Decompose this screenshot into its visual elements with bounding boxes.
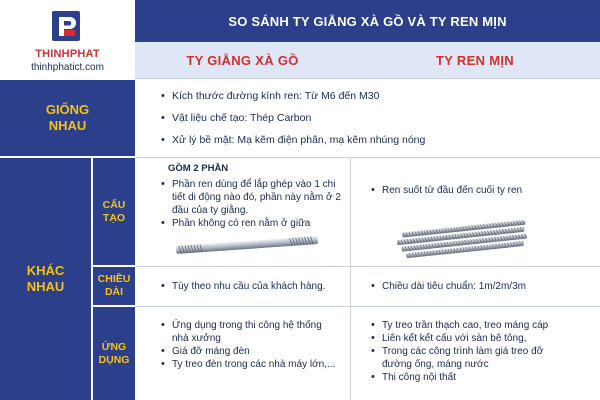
side-label-structure: [93, 158, 135, 265]
application-left-list: [160, 319, 340, 371]
list-item: • Ty treo trần thạch cao, treo máng cáp: [370, 319, 560, 332]
length-left-list: [160, 280, 345, 293]
length-right-list: [370, 280, 595, 293]
side-label-length-line1: CHIỀU: [97, 273, 131, 285]
side-label-application: [93, 307, 135, 400]
list-item: • Phần không có ren nằm ở giữa: [160, 217, 345, 230]
same-list: [160, 90, 590, 156]
list-item: • Chiều dài tiêu chuẩn: 1m/2m/3m: [370, 280, 595, 293]
brand-name: THINHPHAT: [35, 48, 100, 60]
list-item: • Kích thước đường kính ren: Từ M6 đến M30: [160, 90, 590, 103]
thinhphat-logo-icon: [48, 8, 84, 44]
side-label-diff-line1: KHÁC: [26, 263, 65, 278]
ty-giang-rod-image: [172, 233, 322, 257]
list-item: • Liên kết kết cấu với sàn bê tông,: [370, 332, 560, 345]
side-label-application-line1: ỨNG: [101, 340, 127, 353]
list-item: • Ty treo đèn trong các nhà máy lớn,...: [160, 358, 340, 371]
column-header-right: TY REN MỊN: [436, 52, 514, 68]
list-item: • Trong các công trình làm giá treo đỡ đường ống, máng nước: [370, 345, 560, 371]
side-label-structure-line2: TẠO: [102, 211, 126, 224]
side-label-same: [0, 80, 135, 156]
divider-header: [135, 78, 600, 79]
brand-url: thinhphatict.com: [31, 62, 104, 73]
page-title: SO SÁNH TY GIẰNG XÀ GỒ VÀ TY REN MỊN: [135, 0, 600, 42]
list-item: • Thi công nội thất: [370, 371, 560, 384]
list-item: • Phần ren dùng để lắp ghép vào 1 chi tiết di động nào đó, phần này nằm ở 2 đầu của ty giằng.: [160, 178, 345, 217]
structure-right-list: [370, 184, 595, 197]
divider-columns: [350, 157, 351, 400]
side-label-length: [93, 267, 135, 305]
list-item: • Vật liệu chế tạo: Thép Carbon: [160, 112, 590, 125]
side-label-same-line1: GIỐNG: [45, 102, 90, 117]
side-label-diff-line2: NHAU: [26, 279, 65, 294]
list-item: • Xử lý bề mặt: Mạ kẽm điện phân, mạ kẽm nhúng nóng: [160, 134, 590, 147]
list-item: • Ứng dụng trong thi công hệ thống nhà xưởng: [160, 319, 340, 345]
divider-length: [135, 306, 600, 307]
column-header-left: TY GIẰNG XÀ GỒ: [186, 52, 299, 68]
list-item: • Ren suốt từ đầu đến cuối ty ren: [370, 184, 595, 197]
side-label-structure-line1: CẤU: [102, 198, 126, 211]
list-item: • Tùy theo nhu cầu của khách hàng.: [160, 280, 345, 293]
divider-structure: [135, 266, 600, 267]
divider-same: [135, 157, 600, 158]
side-label-same-line2: NHAU: [48, 118, 87, 133]
list-item: • Giá đỡ máng đèn: [160, 345, 340, 358]
structure-left-list: [160, 178, 345, 230]
side-label-length-line2: DÀI: [104, 286, 124, 298]
side-label-diff: [0, 158, 91, 400]
application-right-list: [370, 319, 560, 384]
structure-left-title: GỒM 2 PHẦN: [168, 163, 229, 174]
ty-ren-rods-image: [395, 220, 535, 260]
side-label-application-line2: DỤNG: [98, 353, 130, 366]
logo-area: [0, 0, 135, 80]
